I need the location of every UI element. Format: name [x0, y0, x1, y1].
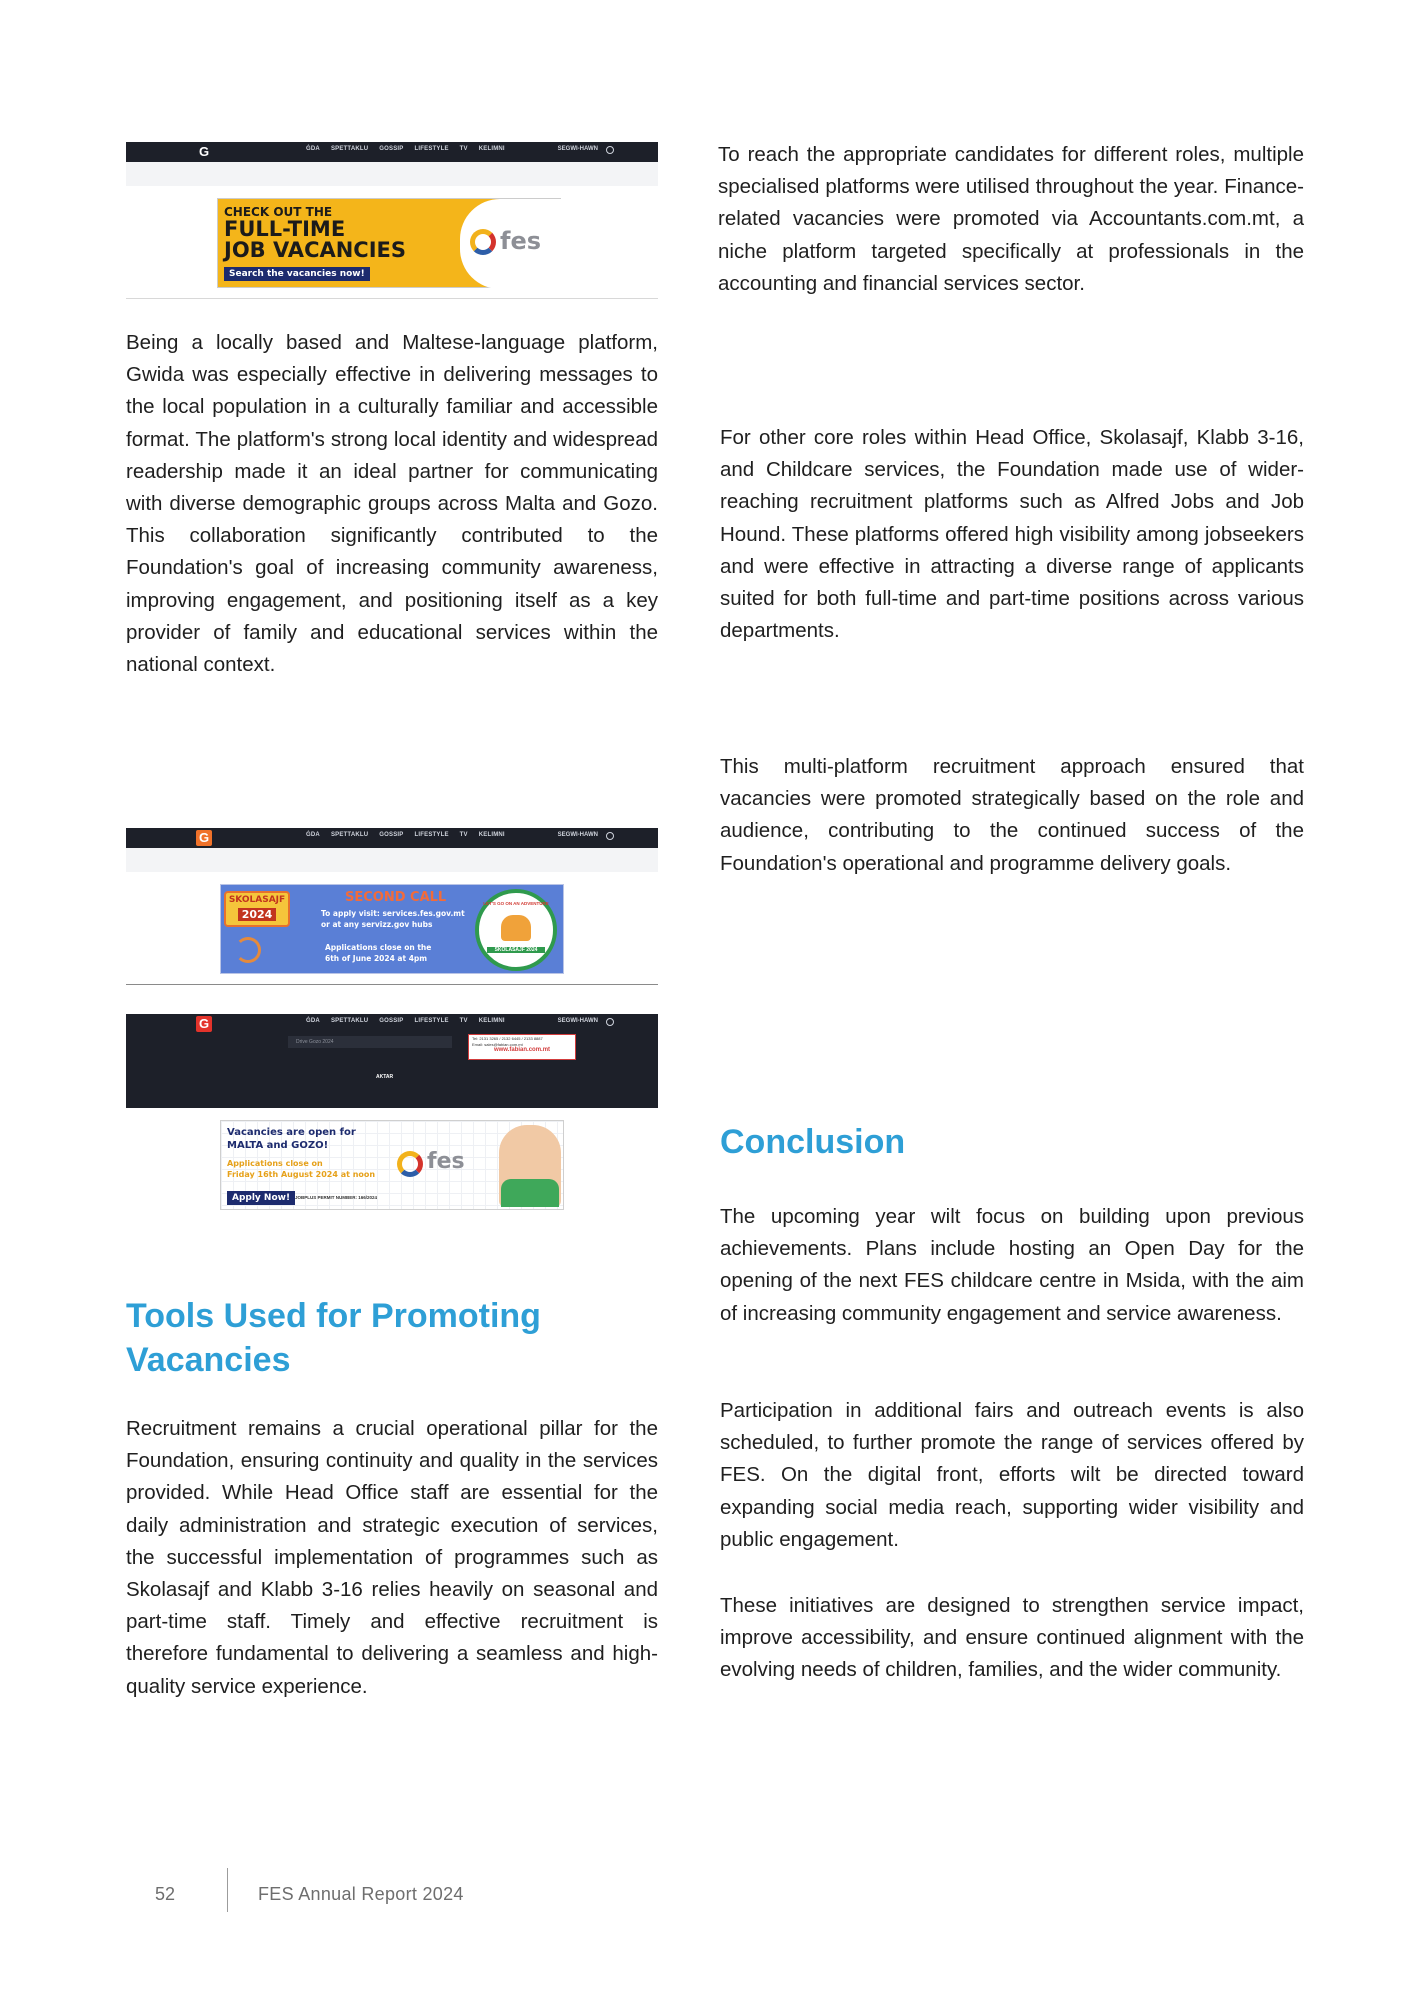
- blurred-search-field: Drive Gozo 2024: [288, 1036, 452, 1048]
- nav-item: KELIMNI: [478, 146, 505, 152]
- platforms-paragraph: To reach the appropriate candidates for different roles, multiple specialised platforms were utilised throughout the year. Finance-related vacancies were promoted via Accountants.com.mt, a niche platform targeted specifically at professionals in the accounting and financial services sector.: [718, 143, 1304, 295]
- nav-item: ĠDA: [306, 1018, 320, 1024]
- second-call-headline: SECOND CALL: [345, 890, 447, 905]
- more-link: AKTAR: [376, 1074, 394, 1080]
- vacancies-malta-gozo-banner: [220, 1120, 564, 1210]
- swirl-decoration-icon: [235, 937, 261, 963]
- vacancies-line-1: Vacancies are open for: [227, 1127, 356, 1138]
- adventure-stamp: [475, 889, 557, 971]
- skolasajf-badge-title: SKOLASAJF: [228, 895, 286, 905]
- fabian-contact: Tel: 2131 3265 / 2132 6445 / 2133 8887: [472, 1036, 543, 1041]
- skolasajf-badge-year: 2024: [238, 908, 277, 921]
- nav-item: KELIMNI: [478, 1018, 505, 1024]
- gwida-logo: G: [196, 1016, 212, 1032]
- nav-item: LIFESTYLE: [414, 146, 449, 152]
- conclusion-paragraph-3: These initiatives are designed to strengthen service impact, improve accessibility, and ensure continued alignment with the evolving needs of children, families, and the wider community.: [720, 1594, 1304, 1682]
- fabian-web: www.fabian.com.mt: [493, 1047, 551, 1053]
- gwida-nav-menu: [306, 146, 505, 152]
- nav-item: SPETTAKLU: [330, 832, 369, 838]
- apply-or-line: or at any servizz.gov hubs: [321, 920, 433, 929]
- divider: [126, 298, 658, 299]
- skolasajf-badge: [224, 891, 290, 927]
- vacancies-line-2: MALTA and GOZO!: [227, 1140, 329, 1151]
- fabian-email: Email: sales@fabian.com.mt: [472, 1042, 523, 1047]
- nav-item: ĠDA: [306, 832, 320, 838]
- search-icon: [606, 146, 614, 154]
- nav-item: GOSSIP: [379, 146, 404, 152]
- gwida-screenshot-3: [126, 1014, 658, 1210]
- nav-follow-label: SEGWI-HAWN: [557, 1018, 598, 1024]
- conclusion-paragraph-2: Participation in additional fairs and outreach events is also scheduled, to further promote the range of services offered by FES. On the digital front, efforts wilt be directed toward expanding social media reach, supporting wider visibility and public engagement.: [720, 1399, 1304, 1551]
- nav-item: SPETTAKLU: [330, 1018, 369, 1024]
- stamp-top-text: LET'S GO ON AN ADVENTURE: [483, 901, 549, 906]
- gwida-navbar: [126, 828, 658, 848]
- gwida-logo: G: [196, 830, 212, 846]
- nav-item: TV: [459, 146, 468, 152]
- nav-item: TV: [459, 832, 468, 838]
- nav-item: GOSSIP: [379, 1018, 404, 1024]
- fabian-ad: [468, 1034, 576, 1060]
- footer-divider: [227, 1868, 228, 1912]
- banner-line-3: JOB VACANCIES: [224, 238, 406, 262]
- nav-item: SPETTAKLU: [330, 146, 369, 152]
- nav-item: LIFESTYLE: [414, 1018, 449, 1024]
- nav-item: LIFESTYLE: [414, 832, 449, 838]
- nav-follow-label: SEGWI-HAWN: [557, 832, 598, 838]
- core-roles-paragraph: For other core roles within Head Office, Skolasajf, Klabb 3-16, and Childcare services, the Foundation made use of wider-reaching recruitment platforms such as Alfred Jobs and Job Hound. These platforms offered high visibility among jobseekers and were effective in attracting a diverse range of applicants suited for both full-time and part-time positions across various departments.: [720, 426, 1304, 643]
- multi-platform-paragraph: This multi-platform recruitment approach ensured that vacancies were promoted strategically based on the role and audience, contributing to the continued success of the Foundation's operational and programme delivery goals.: [720, 755, 1304, 875]
- banner-line-2: FULL-TIME: [224, 217, 346, 241]
- banner-cta: Search the vacancies now!: [224, 267, 370, 281]
- conclusion-paragraph-1: The upcoming year wilt focus on building upon previous achievements. Plans include hosting an Open Day for the opening of the next FES childcare centre in Msida, with the aim of increasing community engagement and service awareness.: [720, 1205, 1304, 1325]
- children-illustration-icon: [501, 915, 531, 941]
- close-line-1: Applications close on the: [325, 943, 432, 952]
- gwida-screenshot-2: [126, 828, 658, 986]
- nav-item: GOSSIP: [379, 832, 404, 838]
- divider: [126, 984, 658, 985]
- gwida-paragraph: Being a locally based and Maltese-language platform, Gwida was especially effective in delivering messages to the local population in a culturally familiar and accessible format. The platform's strong local identity and widespread readership made it an ideal partner for communicating with diverse demographic groups across Malta and Gozo. This collaboration significantly contributed to the Foundation's goal of increasing community awareness, improving engagement, and positioning itself as a key provider of family and educational services within the national context.: [126, 331, 658, 677]
- permit-number: JOBPLUS PERMIT NUMBER: 166/2024: [295, 1195, 378, 1200]
- banner-line-1: CHECK OUT THE: [224, 205, 333, 219]
- page-number: 52: [155, 1884, 176, 1904]
- apply-line: To apply visit: services.fes.gov.mt: [321, 909, 465, 918]
- fes-emblem-icon: [470, 229, 496, 255]
- gwida-nav-menu: [306, 1018, 505, 1024]
- child-shirt-icon: [501, 1179, 559, 1207]
- nav-follow-label: SEGWI-HAWN: [557, 146, 598, 152]
- nav-item: ĠDA: [306, 146, 320, 152]
- fes-logo: fes: [427, 1149, 465, 1174]
- search-icon: [606, 1018, 614, 1026]
- vacancies-line-4: Friday 16th August 2024 at noon: [227, 1170, 376, 1179]
- skolasajf-banner: [220, 884, 564, 974]
- conclusion-heading: Conclusion: [720, 1123, 906, 1161]
- fes-logo: fes: [500, 227, 542, 255]
- gwida-nav-menu: [306, 832, 505, 838]
- gwida-logo: G: [198, 144, 210, 159]
- apply-now-button: Apply Now!: [227, 1191, 295, 1205]
- recruitment-paragraph: Recruitment remains a crucial operational pillar for the Foundation, ensuring continuity and quality in the services provided. While Head Office staff are essential for the daily administration and strategic execution of services, the successful implementation of programmes such as Skolasajf and Klabb 3-16 relies heavily on seasonal and part-time staff. Timely and effective recruitment is therefore fundamental to delivering a seamless and high-quality service experience.: [126, 1417, 658, 1698]
- search-icon: [606, 832, 614, 840]
- nav-item: KELIMNI: [478, 832, 505, 838]
- nav-item: TV: [459, 1018, 468, 1024]
- gwida-subbar: [126, 848, 658, 872]
- vacancies-line-3: Applications close on: [227, 1159, 323, 1168]
- tools-section-heading: Tools Used for Promoting Vacancies: [126, 1297, 541, 1379]
- gwida-navbar: [126, 142, 658, 162]
- stamp-bottom-text: SKOLASAJF 2024: [487, 947, 545, 953]
- fes-emblem-icon: [397, 1151, 423, 1177]
- close-line-2: 6th of June 2024 at 4pm: [325, 954, 428, 963]
- gwida-subbar: [126, 162, 658, 186]
- gwida-navbar: [126, 1014, 658, 1034]
- report-title: FES Annual Report 2024: [258, 1884, 464, 1904]
- full-time-vacancies-banner: [217, 198, 561, 288]
- fes-logo-panel: [460, 199, 562, 289]
- gwida-screenshot-1: [126, 142, 658, 300]
